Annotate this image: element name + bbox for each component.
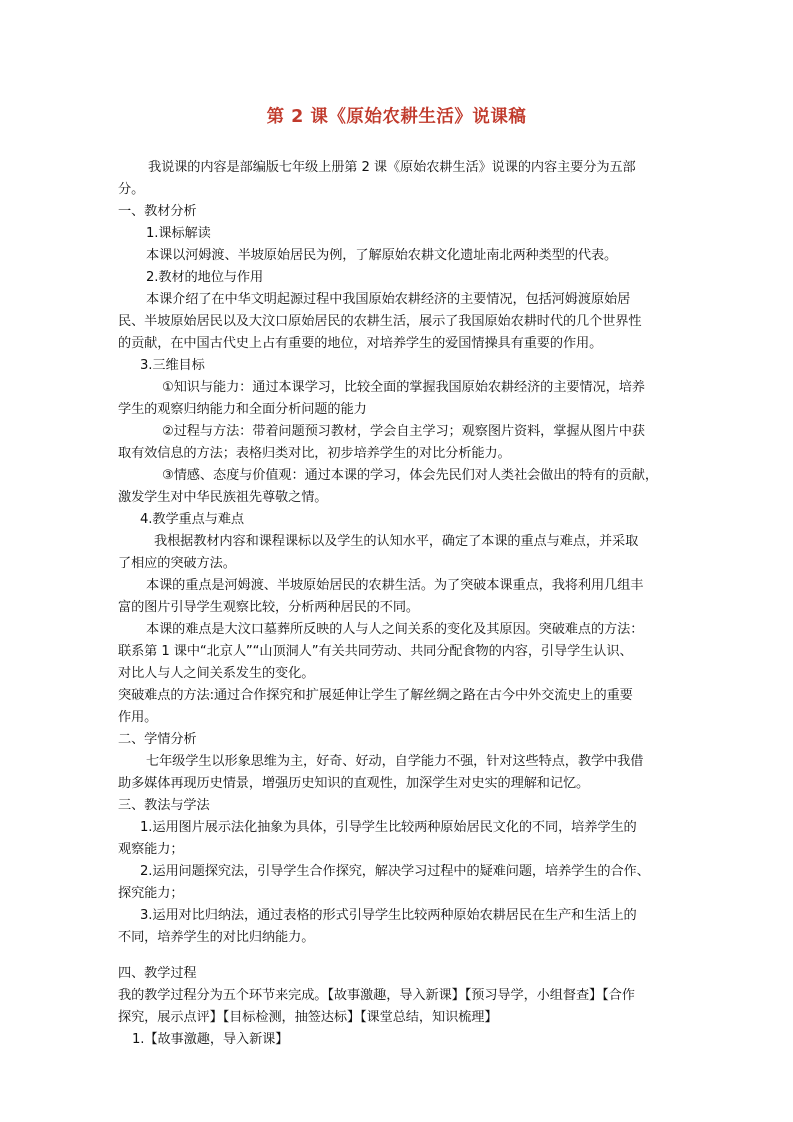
text-line: 探究能力； — [118, 886, 184, 901]
text-line: 了相应的突破方法。 — [118, 556, 236, 571]
text-line: 联系第 1 课中“北京人”“山顶洞人”有关共同劳动、共同分配食物的内容，引导学生认识、 — [118, 644, 633, 659]
text-line: 我说课的内容是部编版七年级上册第 2 课《原始农耕生活》说课的内容主要分为五部 — [148, 160, 636, 175]
text-line: 2.教材的地位与作用 — [146, 270, 264, 285]
text-line: 不同，培养学生的对比归纳能力。 — [118, 930, 315, 945]
text-line: 观察能力； — [118, 842, 184, 857]
text-line: 激发学生对中华民族祖先尊敬之情。 — [118, 490, 328, 505]
text-line: 3.运用对比归纳法，通过表格的形式引导学生比较两种原始农耕居民在生产和生活上的 — [140, 908, 637, 923]
text-line: 二、学情分析 — [118, 732, 197, 747]
blank-line — [118, 949, 678, 963]
text-line: 本课介绍了在中华文明起源过程中我国原始农耕经济的主要情况，包括河姆渡原始居 — [146, 292, 631, 307]
text-line: ③情感、态度与价值观：通过本课的学习，体会先民们对人类社会做出的特有的贡献， — [162, 468, 658, 483]
text-line: 学生的观察归纳能力和全面分析问题的能力 — [118, 402, 367, 417]
text-line: 分。 — [118, 182, 145, 197]
document-body — [118, 157, 678, 1051]
text-line: 探究，展示点评】【目标检测，抽签达标】【课堂总结，知识梳理】 — [118, 1010, 498, 1025]
text-line: 本课的难点是大汶口墓葬所反映的人与人之间关系的变化及其原因。突破难点的方法： — [146, 622, 644, 637]
text-line: 的贡献，在中国古代史上占有重要的地位，对培养学生的爱国情操具有重要的作用。 — [118, 336, 603, 351]
text-line: ②过程与方法：带着问题预习教材，学会自主学习；观察图片资料，掌握从图片中获 — [162, 424, 645, 439]
text-line: 4.教学重点与难点 — [140, 512, 244, 527]
text-line: 作用。 — [118, 710, 158, 725]
text-line: 我根据教材内容和课程课标以及学生的认知水平，确定了本课的重点与难点，并采取 — [154, 534, 639, 549]
text-line: 我的教学过程分为五个环节来完成。【故事激趣，导入新课】【预习导学，小组督查】【合作 — [118, 988, 635, 1003]
text-line: 2.运用问题探究法，引导学生合作探究，解决学习过程中的疑难问题，培养学生的合作、 — [140, 864, 650, 879]
text-line: 1.运用图片展示法化抽象为具体，引导学生比较两种原始居民文化的不同，培养学生的 — [140, 820, 637, 835]
text-line: 一、教材分析 — [118, 204, 197, 219]
text-line: ①知识与能力：通过本课学习，比较全面的掌握我国原始农耕经济的主要情况，培养 — [162, 380, 645, 395]
text-line: 四、教学过程 — [118, 966, 197, 981]
text-line: 七年级学生以形象思维为主，好奇、好动，自学能力不强，针对这些特点，教学中我借 — [146, 754, 644, 769]
text-line: 对比人与人之间关系发生的变化。 — [118, 666, 315, 681]
text-line: 取有效信息的方法；表格归类对比，初步培养学生的对比分析能力。 — [118, 446, 511, 461]
text-line: 突破难点的方法:通过合作探究和扩展延伸让学生了解丝绸之路在古今中外交流史上的重要 — [118, 688, 633, 703]
text-line: 三、教法与学法 — [118, 798, 210, 813]
text-line: 富的图片引导学生观察比较，分析两种居民的不同。 — [118, 600, 420, 615]
document-title: 第 2 课《原始农耕生活》说课稿 — [266, 107, 527, 127]
text-line: 1.【故事激趣，导入新课】 — [132, 1032, 289, 1047]
text-line: 1.课标解读 — [146, 226, 211, 241]
text-line: 助多媒体再现历史情景，增强历史知识的直观性，加深学生对史实的理解和记忆。 — [118, 776, 590, 791]
text-line: 本课的重点是河姆渡、半坡原始居民的农耕生活。为了突破本课重点，我将利用几组丰 — [146, 578, 644, 593]
text-line: 民、半坡原始居民以及大汶口原始居民的农耕生活，展示了我国原始农耕时代的几个世界性 — [118, 314, 642, 329]
text-line: 3.三维目标 — [140, 358, 205, 373]
text-line: 本课以河姆渡、半坡原始居民为例，了解原始农耕文化遗址南北两种类型的代表。 — [146, 248, 618, 263]
